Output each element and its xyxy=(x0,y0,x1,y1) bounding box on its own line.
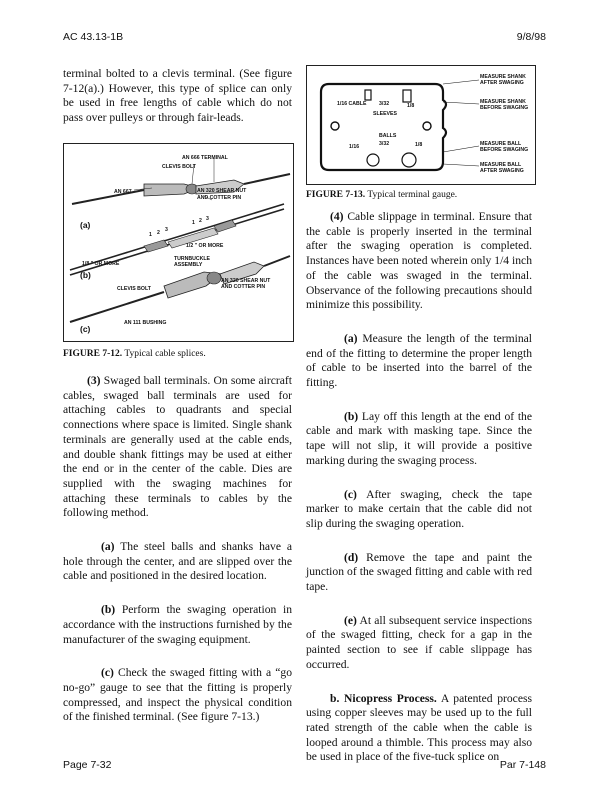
doc-id: AC 43.13-1B xyxy=(63,31,124,43)
label-ball-332: 3/32 xyxy=(379,141,390,147)
figure-7-12-caption xyxy=(63,349,206,359)
para-num: (e) xyxy=(344,613,357,627)
label-sleeve-18: 1/8 xyxy=(407,103,415,109)
letter-c: (c) xyxy=(80,324,91,334)
paragraph-3c xyxy=(63,666,292,725)
para-text: The steel balls and shanks have a hole through the center, and are slipped over the cable and positioned in the desired location. xyxy=(63,540,292,583)
paragraph-3 xyxy=(63,374,292,521)
caption-number: FIGURE 7-13. xyxy=(306,190,366,200)
label-an320-a: AN 320 SHEAR NUT xyxy=(197,188,247,194)
label-eighth-more: 1/8 " OR MORE xyxy=(82,261,120,267)
label-an320-b: AN 320 SHEAR NUT xyxy=(221,278,271,284)
para-num: (a) xyxy=(344,331,358,345)
label-n2b: 2 xyxy=(199,218,202,224)
label-measure-shank-after-1: MEASURE SHANK xyxy=(480,74,526,80)
para-text: After swaging, check the tape marker to make certain that the cable did not slip during the swaging operation. xyxy=(306,487,532,530)
paragraph-intro: terminal bolted to a clevis terminal. (See figure 7-12(a).) However, this type of splice can only be used in free lengths of cable which do not pass over pulleys or through fair-leads. xyxy=(63,67,292,125)
paragraph-4a xyxy=(306,332,532,391)
caption-text: Typical terminal gauge. xyxy=(367,190,458,200)
label-n2: 2 xyxy=(157,230,160,236)
label-n3b: 3 xyxy=(206,216,209,222)
para-num: (d) xyxy=(344,550,359,564)
letter-a: (a) xyxy=(80,220,91,230)
cable-splices-illustration xyxy=(64,144,293,341)
label-measure-shank-before-1: MEASURE SHANK xyxy=(480,99,526,105)
para-text: Swaged ball terminals. On some aircraft cables, swaged ball terminals are used for attaching cables to quadrants and special connections where space is limited. Single shank terminals are generally used at the cable ends, and double shank fittings may be used at either the end or in the center of the cable. Dies are supplied with the swaging machines for attaching these terminals to cables by the following method. xyxy=(63,374,292,520)
para-text: Remove the tape and paint the junction of the swaged fitting and cable with red tape. xyxy=(306,550,532,594)
label-assembly: ASSEMBLY xyxy=(174,262,203,268)
para-num: (b) xyxy=(101,603,116,617)
para-num: (b) xyxy=(344,409,359,423)
splice-a xyxy=(72,155,290,230)
label-an666: AN 666 TERMINAL xyxy=(182,155,228,161)
paragraph-4c xyxy=(306,488,532,532)
label-ball-116: 1/16 xyxy=(349,144,360,150)
label-clevis-bolt-b: CLEVIS BOLT xyxy=(117,286,151,292)
figure-7-13-caption xyxy=(306,190,457,200)
figure-7-13 xyxy=(306,65,536,185)
label-n1b: 1 xyxy=(192,220,195,226)
paragraph-ref: Par 7-148 xyxy=(499,759,546,771)
label-turnbuckle: TURNBUCKLE xyxy=(174,256,211,262)
para-text: Measure the length of the terminal end of the fitting to determine the proper length of cable to be inserted into the barrel of the fitting. xyxy=(306,331,532,390)
paragraph-4 xyxy=(306,210,532,313)
paragraph-4e xyxy=(306,614,532,673)
gauge-body xyxy=(321,84,446,170)
label-measure-shank-after-2: AFTER SWAGING xyxy=(480,80,524,86)
label-measure-ball-after-1: MEASURE BALL xyxy=(480,162,522,168)
label-ball-18: 1/8 xyxy=(415,142,423,148)
left-column-lower xyxy=(63,374,292,744)
label-measure-ball-before-1: MEASURE BALL xyxy=(480,141,522,147)
doc-date: 9/8/98 xyxy=(516,31,546,43)
right-column xyxy=(306,210,532,784)
para-text: Perform the swaging operation in accordance with the instructions furnished by the manufacturer of the swaging equipment. xyxy=(63,603,292,646)
paragraph-4b xyxy=(306,410,532,469)
label-cotter-b: AND COTTER PIN xyxy=(221,284,266,290)
label-n1: 1 xyxy=(149,232,152,238)
label-measure-shank-before-2: BEFORE SWAGING xyxy=(480,105,529,111)
caption-text: Typical cable splices. xyxy=(124,349,206,359)
section-heading: b. Nicopress Process. xyxy=(330,691,437,705)
terminal-gauge-illustration xyxy=(307,66,535,184)
caption-number: FIGURE 7-12. xyxy=(63,349,123,359)
label-sleeve-332: 3/32 xyxy=(379,101,390,107)
label-measure-ball-after-2: AFTER SWAGING xyxy=(480,168,524,174)
para-num: (c) xyxy=(101,666,114,680)
para-text: Check the swaged fitting with a “go no-go” gauge to see that the fitting is properly compressed, and inspect the physical condition of the finished terminal. (See figure 7-13.) xyxy=(63,666,292,724)
para-num: (3) xyxy=(87,374,101,387)
page-number: Page 7-32 xyxy=(63,759,112,771)
para-text: Lay off this length at the end of the cable and mark with masking tape. Since the tape will not slip, it will provide a positive marking during the swaging process. xyxy=(306,409,533,467)
label-measure-ball-before-2: BEFORE SWAGING xyxy=(480,147,529,153)
label-clevis-bolt-a: CLEVIS BOLT xyxy=(162,164,196,170)
para-text: A patented process using copper sleeves may be used up to the full rated strength of the cable when the cable is looped around a thimble. This process may also be used in place of the five-tuck splice on xyxy=(306,691,533,764)
paragraph-3a xyxy=(63,540,292,584)
paragraph-3b xyxy=(63,603,292,647)
para-text: At all subsequent service inspections of the swaged fitting, check for a gap in the painted section to see if cable slippage has occurred. xyxy=(306,613,532,671)
figure-7-12 xyxy=(63,143,294,342)
label-sleeves: SLEEVES xyxy=(373,111,397,117)
letter-b: (b) xyxy=(80,270,91,280)
para-num: (4) xyxy=(330,210,344,223)
label-cotter-a: AND COTTER PIN xyxy=(197,195,242,201)
label-cable-116: 1/16 CABLE xyxy=(337,101,367,107)
para-text: Cable slippage in terminal. Ensure that the cable is properly inserted in the terminal after the swaging operation is completed. Instances have been noted wherein only 1/4 inch of the cable was swaged in the terminal. Observance of the following precautions should minimize this possibility. xyxy=(306,210,532,312)
label-an667: AN 667 xyxy=(114,189,132,195)
paragraph-b xyxy=(306,692,532,766)
label-balls: BALLS xyxy=(379,133,397,139)
label-an111: AN 111 BUSHING xyxy=(124,320,167,326)
label-n3: 3 xyxy=(165,227,168,233)
para-num: (a) xyxy=(101,540,115,554)
label-half-more: 1/2 " OR MORE xyxy=(186,243,224,249)
paragraph-4d xyxy=(306,551,532,595)
left-column xyxy=(63,67,292,145)
para-num: (c) xyxy=(344,487,357,501)
